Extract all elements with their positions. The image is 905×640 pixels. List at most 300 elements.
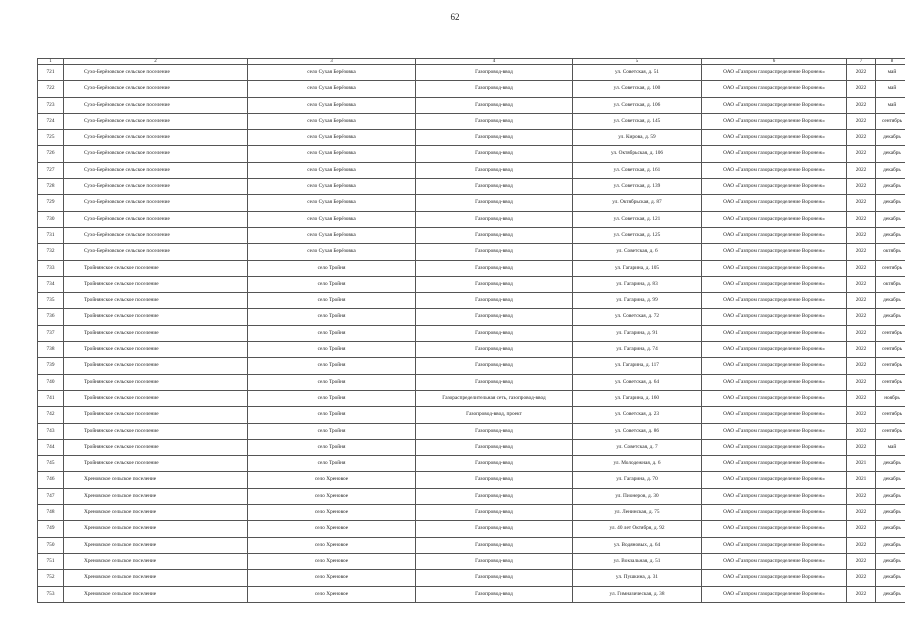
month-cell: декабрь	[876, 586, 905, 602]
organization-cell: ОАО «Газпром газораспределение Воронеж»	[702, 65, 847, 81]
object-type-cell: Газопровод-ввод	[416, 505, 573, 521]
table-row	[38, 570, 905, 586]
month-cell: декабрь	[876, 488, 905, 504]
address-cell: ул. Гагарина, д. 91	[573, 325, 702, 341]
year-cell: 2022	[847, 553, 876, 569]
table-row	[38, 244, 905, 260]
settlement-cell: Сухо-Берёзовское сельское поселение	[64, 179, 248, 195]
address-cell: ул. Гимназическая, д. 38	[573, 586, 702, 602]
month-cell: сентябрь	[876, 325, 905, 341]
table-row	[38, 553, 905, 569]
month-cell: декабрь	[876, 227, 905, 243]
row-number-cell: 752	[38, 570, 64, 586]
row-number-cell: 728	[38, 179, 64, 195]
year-cell: 2022	[847, 211, 876, 227]
table-row	[38, 358, 905, 374]
locality-cell: село Тройня	[248, 276, 416, 292]
object-type-cell: Газопровод-ввод	[416, 488, 573, 504]
organization-cell: ОАО «Газпром газораспределение Воронеж»	[702, 130, 847, 146]
object-type-cell: Газопровод-ввод	[416, 472, 573, 488]
settlement-cell: Хреновское сельское поселение	[64, 472, 248, 488]
month-cell: октябрь	[876, 276, 905, 292]
table-row	[38, 113, 905, 129]
locality-cell: село Сухая Берёзовка	[248, 113, 416, 129]
address-cell: ул. Водяновых, д. 64	[573, 537, 702, 553]
year-cell: 2021	[847, 472, 876, 488]
year-cell: 2022	[847, 179, 876, 195]
year-cell: 2022	[847, 570, 876, 586]
settlement-cell: Сухо-Берёзовское сельское поселение	[64, 81, 248, 97]
row-number-cell: 740	[38, 374, 64, 390]
locality-cell: село Тройня	[248, 342, 416, 358]
row-number-cell: 737	[38, 325, 64, 341]
table-row	[38, 374, 905, 390]
settlement-cell: Сухо-Берёзовское сельское поселение	[64, 130, 248, 146]
settlement-cell: Сухо-Берёзовское сельское поселение	[64, 65, 248, 81]
locality-cell: село Сухая Берёзовка	[248, 179, 416, 195]
month-cell: декабрь	[876, 537, 905, 553]
locality-cell: село Сухая Берёзовка	[248, 130, 416, 146]
locality-cell: село Тройня	[248, 293, 416, 309]
month-cell: сентябрь	[876, 260, 905, 276]
year-cell: 2022	[847, 407, 876, 423]
settlement-cell: Сухо-Берёзовское сельское поселение	[64, 227, 248, 243]
address-cell: ул. Гагарина, д. 74	[573, 342, 702, 358]
row-number-cell: 744	[38, 439, 64, 455]
month-cell: декабрь	[876, 570, 905, 586]
object-type-cell: Газопровод-ввод	[416, 227, 573, 243]
year-cell: 2022	[847, 81, 876, 97]
row-number-cell: 745	[38, 456, 64, 472]
gasification-table	[37, 58, 905, 603]
locality-cell: село Тройня	[248, 439, 416, 455]
row-number-cell: 742	[38, 407, 64, 423]
table-row	[38, 65, 905, 81]
month-cell: декабрь	[876, 309, 905, 325]
row-number-cell: 739	[38, 358, 64, 374]
object-type-cell: Газопровод-ввод	[416, 130, 573, 146]
organization-cell: ОАО «Газпром газораспределение Воронеж»	[702, 586, 847, 602]
object-type-cell: Газопровод-ввод	[416, 358, 573, 374]
month-cell: сентябрь	[876, 342, 905, 358]
object-type-cell: Газопровод-ввод	[416, 97, 573, 113]
locality-cell: село Сухая Берёзовка	[248, 227, 416, 243]
address-cell: ул. Советская, д. 64	[573, 374, 702, 390]
organization-cell: ОАО «Газпром газораспределение Воронеж»	[702, 537, 847, 553]
address-cell: ул. Пушкина, д. 31	[573, 570, 702, 586]
settlement-cell: Тройнянское сельское поселение	[64, 276, 248, 292]
address-cell: ул. Ленинская, д. 75	[573, 505, 702, 521]
row-number-cell: 741	[38, 390, 64, 406]
year-cell: 2022	[847, 65, 876, 81]
settlement-cell: Сухо-Берёзовское сельское поселение	[64, 146, 248, 162]
table-row	[38, 407, 905, 423]
settlement-cell: Тройнянское сельское поселение	[64, 342, 248, 358]
organization-cell: ОАО «Газпром газораспределение Воронеж»	[702, 309, 847, 325]
row-number-cell: 743	[38, 423, 64, 439]
locality-cell: село Тройня	[248, 423, 416, 439]
locality-cell: село Сухая Берёзовка	[248, 211, 416, 227]
month-cell: октябрь	[876, 244, 905, 260]
row-number-cell: 733	[38, 260, 64, 276]
organization-cell: ОАО «Газпром газораспределение Воронеж»	[702, 553, 847, 569]
year-cell: 2022	[847, 130, 876, 146]
address-cell: ул. Советская, д. 121	[573, 211, 702, 227]
organization-cell: ОАО «Газпром газораспределение Воронеж»	[702, 325, 847, 341]
year-cell: 2022	[847, 293, 876, 309]
month-cell: сентябрь	[876, 407, 905, 423]
organization-cell: ОАО «Газпром газораспределение Воронеж»	[702, 423, 847, 439]
object-type-cell: Газопровод-ввод	[416, 179, 573, 195]
year-cell: 2022	[847, 195, 876, 211]
organization-cell: ОАО «Газпром газораспределение Воронеж»	[702, 195, 847, 211]
organization-cell: ОАО «Газпром газораспределение Воронеж»	[702, 390, 847, 406]
table-row	[38, 162, 905, 178]
settlement-cell: Хреновское сельское поселение	[64, 586, 248, 602]
organization-cell: ОАО «Газпром газораспределение Воронеж»	[702, 244, 847, 260]
year-cell: 2021	[847, 456, 876, 472]
locality-cell: село Сухая Берёзовка	[248, 97, 416, 113]
table-row	[38, 195, 905, 211]
object-type-cell: Газопровод-ввод	[416, 537, 573, 553]
table-row	[38, 505, 905, 521]
year-cell: 2022	[847, 146, 876, 162]
year-cell: 2022	[847, 227, 876, 243]
address-cell: ул. Советская, д. 125	[573, 227, 702, 243]
object-type-cell: Газопровод-ввод	[416, 374, 573, 390]
year-cell: 2022	[847, 162, 876, 178]
row-number-cell: 725	[38, 130, 64, 146]
address-cell: ул. Молодежная, д. 6	[573, 456, 702, 472]
row-number-cell: 735	[38, 293, 64, 309]
month-cell: сентябрь	[876, 358, 905, 374]
locality-cell: село Хреновое	[248, 570, 416, 586]
locality-cell: село Хреновое	[248, 537, 416, 553]
locality-cell: село Хреновое	[248, 553, 416, 569]
row-number-cell: 731	[38, 227, 64, 243]
object-type-cell: Газопровод-ввод	[416, 553, 573, 569]
row-number-cell: 723	[38, 97, 64, 113]
settlement-cell: Тройнянское сельское поселение	[64, 374, 248, 390]
locality-cell: село Тройня	[248, 260, 416, 276]
object-type-cell: Газопровод-ввод	[416, 586, 573, 602]
address-cell: ул. Советская, д. 145	[573, 113, 702, 129]
row-number-cell: 750	[38, 537, 64, 553]
locality-cell: село Тройня	[248, 374, 416, 390]
address-cell: ул. Октябрьская, д. 106	[573, 146, 702, 162]
locality-cell: село Хреновое	[248, 472, 416, 488]
settlement-cell: Хреновское сельское поселение	[64, 488, 248, 504]
object-type-cell: Газопровод-ввод	[416, 276, 573, 292]
year-cell: 2022	[847, 358, 876, 374]
row-number-cell: 730	[38, 211, 64, 227]
row-number-cell: 749	[38, 521, 64, 537]
address-cell: ул. Пионеров, д. 30	[573, 488, 702, 504]
row-number-cell: 722	[38, 81, 64, 97]
address-cell: ул. 40 лет Октября, д. 92	[573, 521, 702, 537]
table-row	[38, 81, 905, 97]
settlement-cell: Тройнянское сельское поселение	[64, 407, 248, 423]
address-cell: ул. Гагарина, д. 105	[573, 260, 702, 276]
year-cell: 2022	[847, 260, 876, 276]
year-cell: 2022	[847, 276, 876, 292]
settlement-cell: Тройнянское сельское поселение	[64, 260, 248, 276]
row-number-cell: 738	[38, 342, 64, 358]
organization-cell: ОАО «Газпром газораспределение Воронеж»	[702, 260, 847, 276]
organization-cell: ОАО «Газпром газораспределение Воронеж»	[702, 439, 847, 455]
address-cell: ул. Вокзальная, д. 51	[573, 553, 702, 569]
locality-cell: село Хреновое	[248, 505, 416, 521]
table-row	[38, 439, 905, 455]
row-number-cell: 724	[38, 113, 64, 129]
table-row	[38, 97, 905, 113]
row-number-cell: 721	[38, 65, 64, 81]
organization-cell: ОАО «Газпром газораспределение Воронеж»	[702, 342, 847, 358]
object-type-cell: Газопровод-ввод	[416, 195, 573, 211]
row-number-cell: 748	[38, 505, 64, 521]
object-type-cell: Газопровод-ввод	[416, 309, 573, 325]
address-cell: ул. Гагарина, д. 160	[573, 390, 702, 406]
organization-cell: ОАО «Газпром газораспределение Воронеж»	[702, 211, 847, 227]
year-cell: 2022	[847, 537, 876, 553]
settlement-cell: Сухо-Берёзовское сельское поселение	[64, 97, 248, 113]
year-cell: 2022	[847, 325, 876, 341]
locality-cell: село Сухая Берёзовка	[248, 81, 416, 97]
object-type-cell: Газопровод-ввод	[416, 293, 573, 309]
organization-cell: ОАО «Газпром газораспределение Воронеж»	[702, 113, 847, 129]
organization-cell: ОАО «Газпром газораспределение Воронеж»	[702, 407, 847, 423]
locality-cell: село Тройня	[248, 407, 416, 423]
table-row	[38, 227, 905, 243]
address-cell: ул. Советская, д. 106	[573, 97, 702, 113]
table-row	[38, 146, 905, 162]
table-row	[38, 537, 905, 553]
month-cell: декабрь	[876, 146, 905, 162]
address-cell: ул. Гагарина, д. 117	[573, 358, 702, 374]
year-cell: 2022	[847, 521, 876, 537]
organization-cell: ОАО «Газпром газораспределение Воронеж»	[702, 456, 847, 472]
year-cell: 2022	[847, 113, 876, 129]
locality-cell: село Сухая Берёзовка	[248, 244, 416, 260]
locality-cell: село Хреновое	[248, 586, 416, 602]
address-cell: ул. Гагарина, д. 83	[573, 276, 702, 292]
address-cell: ул. Кирова, д. 59	[573, 130, 702, 146]
header-cell: 4	[416, 59, 573, 65]
month-cell: декабрь	[876, 162, 905, 178]
object-type-cell: Газопровод-ввод	[416, 81, 573, 97]
locality-cell: село Сухая Берёзовка	[248, 195, 416, 211]
row-number-cell: 727	[38, 162, 64, 178]
locality-cell: село Тройня	[248, 456, 416, 472]
table-row	[38, 456, 905, 472]
year-cell: 2022	[847, 374, 876, 390]
locality-cell: село Сухая Берёзовка	[248, 65, 416, 81]
header-cell: 1	[38, 59, 64, 65]
settlement-cell: Хреновское сельское поселение	[64, 521, 248, 537]
object-type-cell: Газопровод-ввод	[416, 211, 573, 227]
month-cell: декабрь	[876, 553, 905, 569]
address-cell: ул. Советская, д. 161	[573, 162, 702, 178]
organization-cell: ОАО «Газпром газораспределение Воронеж»	[702, 521, 847, 537]
object-type-cell: Газопровод-ввод	[416, 244, 573, 260]
year-cell: 2022	[847, 390, 876, 406]
table-row	[38, 521, 905, 537]
address-cell: ул. Советская, д. 23	[573, 407, 702, 423]
table-row	[38, 179, 905, 195]
address-cell: ул. Советская, д. 86	[573, 423, 702, 439]
month-cell: декабрь	[876, 130, 905, 146]
month-cell: декабрь	[876, 521, 905, 537]
month-cell: декабрь	[876, 211, 905, 227]
table-row	[38, 309, 905, 325]
object-type-cell: Газопровод-ввод	[416, 521, 573, 537]
month-cell: декабрь	[876, 472, 905, 488]
year-cell: 2022	[847, 244, 876, 260]
object-type-cell: Газопровод-ввод, проект	[416, 407, 573, 423]
settlement-cell: Тройнянское сельское поселение	[64, 423, 248, 439]
locality-cell: село Тройня	[248, 390, 416, 406]
settlement-cell: Сухо-Берёзовское сельское поселение	[64, 162, 248, 178]
organization-cell: ОАО «Газпром газораспределение Воронеж»	[702, 81, 847, 97]
settlement-cell: Хреновское сельское поселение	[64, 553, 248, 569]
table-row	[38, 276, 905, 292]
object-type-cell: Газопровод-ввод	[416, 113, 573, 129]
settlement-cell: Сухо-Берёзовское сельское поселение	[64, 244, 248, 260]
row-number-cell: 753	[38, 586, 64, 602]
settlement-cell: Тройнянское сельское поселение	[64, 358, 248, 374]
month-cell: декабрь	[876, 293, 905, 309]
year-cell: 2022	[847, 439, 876, 455]
page-number: 62	[450, 12, 460, 22]
year-cell: 2022	[847, 505, 876, 521]
month-cell: сентябрь	[876, 374, 905, 390]
settlement-cell: Хреновское сельское поселение	[64, 537, 248, 553]
locality-cell: село Сухая Берёзовка	[248, 162, 416, 178]
month-cell: май	[876, 439, 905, 455]
table-row	[38, 260, 905, 276]
settlement-cell: Тройнянское сельское поселение	[64, 390, 248, 406]
settlement-cell: Тройнянское сельское поселение	[64, 309, 248, 325]
organization-cell: ОАО «Газпром газораспределение Воронеж»	[702, 570, 847, 586]
locality-cell: село Хреновое	[248, 521, 416, 537]
table-row	[38, 342, 905, 358]
organization-cell: ОАО «Газпром газораспределение Воронеж»	[702, 97, 847, 113]
address-cell: ул. Октябрьская, д. 87	[573, 195, 702, 211]
organization-cell: ОАО «Газпром газораспределение Воронеж»	[702, 179, 847, 195]
address-cell: ул. Гагарина, д. 99	[573, 293, 702, 309]
row-number-cell: 732	[38, 244, 64, 260]
month-cell: декабрь	[876, 179, 905, 195]
settlement-cell: Тройнянское сельское поселение	[64, 456, 248, 472]
row-number-cell: 729	[38, 195, 64, 211]
year-cell: 2022	[847, 586, 876, 602]
row-number-cell: 751	[38, 553, 64, 569]
table-row	[38, 325, 905, 341]
year-cell: 2022	[847, 309, 876, 325]
month-cell: сентябрь	[876, 423, 905, 439]
settlement-cell: Тройнянское сельское поселение	[64, 293, 248, 309]
month-cell: ноябрь	[876, 390, 905, 406]
year-cell: 2022	[847, 423, 876, 439]
organization-cell: ОАО «Газпром газораспределение Воронеж»	[702, 358, 847, 374]
settlement-cell: Тройнянское сельское поселение	[64, 325, 248, 341]
locality-cell: село Тройня	[248, 325, 416, 341]
locality-cell: село Тройня	[248, 358, 416, 374]
month-cell: сентябрь	[876, 113, 905, 129]
address-cell: ул. Советская, д. 7	[573, 439, 702, 455]
object-type-cell: Газопровод-ввод	[416, 342, 573, 358]
object-type-cell: Газопровод-ввод	[416, 439, 573, 455]
settlement-cell: Хреновское сельское поселение	[64, 505, 248, 521]
row-number-cell: 734	[38, 276, 64, 292]
month-cell: май	[876, 65, 905, 81]
address-cell: ул. Гагарина, д. 70	[573, 472, 702, 488]
row-number-cell: 747	[38, 488, 64, 504]
organization-cell: ОАО «Газпром газораспределение Воронеж»	[702, 276, 847, 292]
organization-cell: ОАО «Газпром газораспределение Воронеж»	[702, 505, 847, 521]
locality-cell: село Хреновое	[248, 488, 416, 504]
settlement-cell: Сухо-Берёзовское сельское поселение	[64, 113, 248, 129]
locality-cell: село Тройня	[248, 309, 416, 325]
organization-cell: ОАО «Газпром газораспределение Воронеж»	[702, 146, 847, 162]
header-cell: 7	[847, 59, 876, 65]
month-cell: декабрь	[876, 456, 905, 472]
object-type-cell: Газопровод-ввод	[416, 423, 573, 439]
table-row	[38, 390, 905, 406]
header-cell: 8	[876, 59, 905, 65]
year-cell: 2022	[847, 97, 876, 113]
organization-cell: ОАО «Газпром газораспределение Воронеж»	[702, 162, 847, 178]
object-type-cell: Газопровод-ввод	[416, 570, 573, 586]
table-row	[38, 586, 905, 602]
object-type-cell: Газопровод-ввод	[416, 325, 573, 341]
header-cell: 6	[702, 59, 847, 65]
table-row	[38, 488, 905, 504]
object-type-cell: Газопровод-ввод	[416, 456, 573, 472]
month-cell: май	[876, 81, 905, 97]
object-type-cell: Газопровод-ввод	[416, 65, 573, 81]
table-row	[38, 211, 905, 227]
row-number-cell: 726	[38, 146, 64, 162]
row-number-cell: 736	[38, 309, 64, 325]
month-cell: декабрь	[876, 195, 905, 211]
organization-cell: ОАО «Газпром газораспределение Воронеж»	[702, 488, 847, 504]
settlement-cell: Сухо-Берёзовское сельское поселение	[64, 195, 248, 211]
table-row	[38, 293, 905, 309]
address-cell: ул. Советская, д. 72	[573, 309, 702, 325]
year-cell: 2022	[847, 488, 876, 504]
object-type-cell: Газопровод-ввод	[416, 162, 573, 178]
table-row	[38, 130, 905, 146]
object-type-cell: Газораспределительная сеть, газопровод-ввод	[416, 390, 573, 406]
month-cell: декабрь	[876, 505, 905, 521]
organization-cell: ОАО «Газпром газораспределение Воронеж»	[702, 374, 847, 390]
settlement-cell: Хреновское сельское поселение	[64, 570, 248, 586]
header-cell: 3	[248, 59, 416, 65]
object-type-cell: Газопровод-ввод	[416, 146, 573, 162]
year-cell: 2022	[847, 342, 876, 358]
settlement-cell: Сухо-Берёзовское сельское поселение	[64, 211, 248, 227]
address-cell: ул. Советская, д. 139	[573, 179, 702, 195]
address-cell: ул. Советская, д. 100	[573, 81, 702, 97]
month-cell: май	[876, 97, 905, 113]
address-cell: ул. Советская, д. 51	[573, 65, 702, 81]
address-cell: ул. Советская, д. 6	[573, 244, 702, 260]
organization-cell: ОАО «Газпром газораспределение Воронеж»	[702, 293, 847, 309]
header-cell: 2	[64, 59, 248, 65]
row-number-cell: 746	[38, 472, 64, 488]
object-type-cell: Газопровод-ввод	[416, 260, 573, 276]
